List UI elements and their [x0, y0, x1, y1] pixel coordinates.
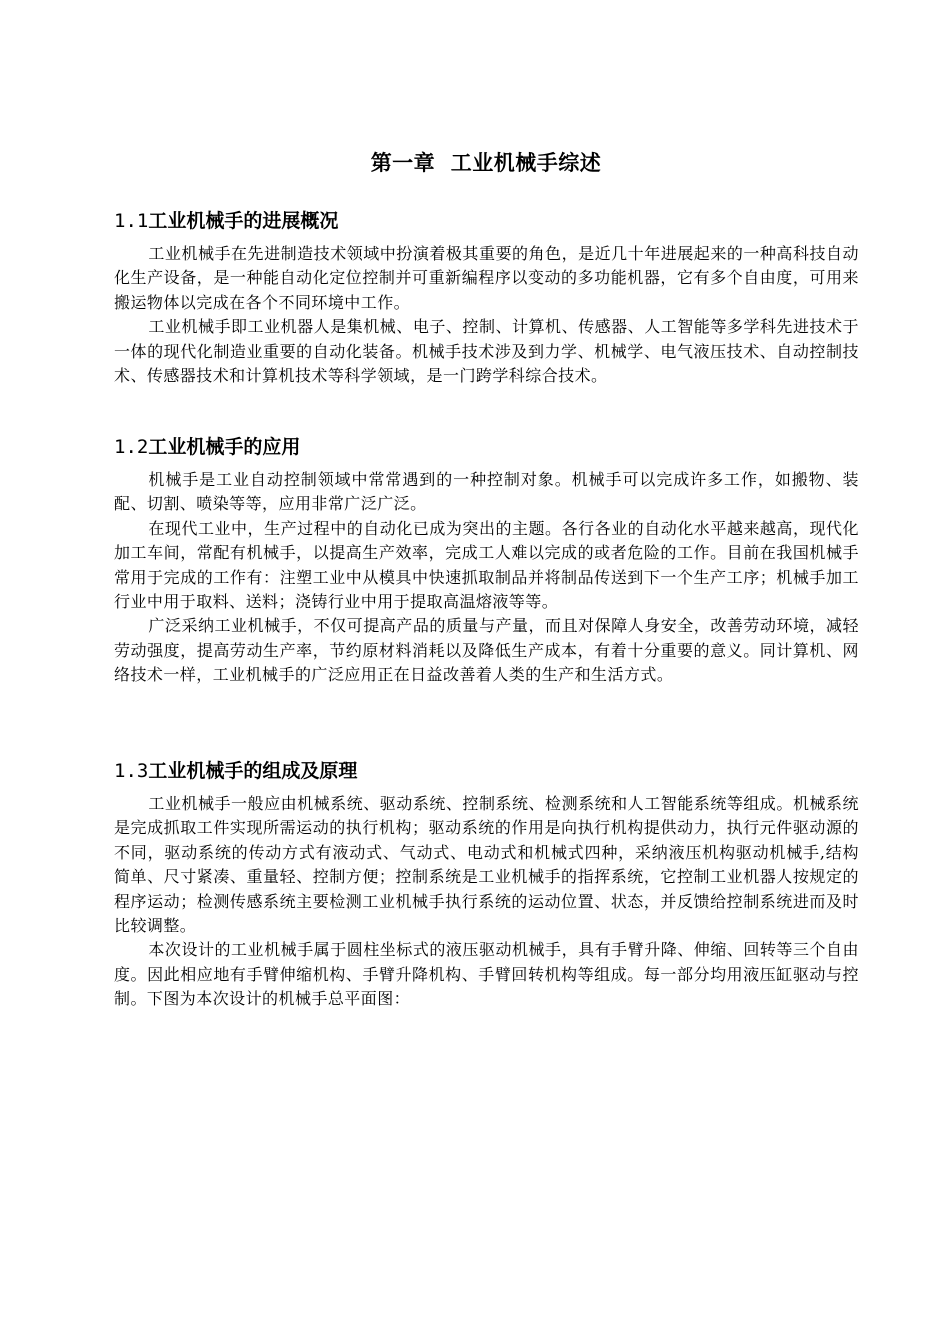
section-heading [114, 426, 859, 468]
section-title: 工业机械手的组成及原理 [148, 760, 358, 782]
section-number: 1.1 [114, 210, 149, 232]
section-number: 1.3 [114, 760, 149, 782]
section-1-1 [114, 200, 859, 388]
paragraph: 广泛采纳工业机械手，不仅可提高产品的质量与产量，而且对保障人身安全，改善劳动环境，减轻劳动强度，提高劳动生产率，节约原材料消耗以及降低生产成本，有着十分重要的意义。同计算机、网络技术一样，工业机械手的广泛应用正在日益改善着人类的生产和生活方式。 [114, 616, 859, 685]
chapter-title: 第一章 工业机械手综述 [370, 151, 602, 175]
paragraph: 本次设计的工业机械手属于圆柱坐标式的液压驱动机械手，具有手臂升降、伸缩、回转等三个自由度。因此相应地有手臂伸缩机构、手臂升降机构、手臂回转机构等组成。每一部分均用液压缸驱动与控制。下图为本次设计的机械手总平面图： [114, 940, 859, 1009]
section-heading [114, 750, 859, 792]
paragraph: 机械手是工业自动控制领域中常常遇到的一种控制对象。机械手可以完成许多工作，如搬物、装配、切割、喷染等等，应用非常广泛广泛。 [114, 470, 859, 514]
paragraph: 在现代工业中，生产过程中的自动化已成为突出的主题。各行各业的自动化水平越来越高，现代化加工车间，常配有机械手，以提高生产效率，完成工人难以完成的或者危险的工作。目前在我国机械手常用于完成的工作有：注塑工业中从模具中快速抓取制品并将制品传送到下一个生产工序；机械手加工行业中用于取料、送料；浇铸行业中用于提取高温熔液等等。 [114, 518, 859, 612]
section-title: 工业机械手的应用 [148, 436, 301, 458]
section-1-2 [114, 426, 859, 688]
section-1-3 [114, 750, 859, 1012]
paragraph: 工业机械手即工业机器人是集机械、电子、控制、计算机、传感器、人工智能等多学科先进技术于一体的现代化制造业重要的自动化装备。机械手技术涉及到力学、机械学、电气液压技术、自动控制技术、传感器技术和计算机技术等科学领域，是一门跨学科综合技术。 [114, 317, 859, 386]
paragraph: 工业机械手一般应由机械系统、驱动系统、控制系统、检测系统和人工智能系统等组成。机械系统是完成抓取工件实现所需运动的执行机构；驱动系统的作用是向执行机构提供动力，执行元件驱动源的不同，驱动系统的传动方式有液动式、气动式、电动式和机械式四种，采纳液压机构驱动机械手,结构简单、尺寸紧凑、重量轻、控制方便；控制系统是工业机械手的指挥系统，它控制工业机器人按规定的程序运动；检测传感系统主要检测工业机械手执行系统的运动位置、状态，并反馈给控制系统进而及时比较调整。 [114, 794, 859, 936]
section-heading [114, 200, 859, 242]
section-title: 工业机械手的进展概况 [148, 210, 339, 232]
section-number: 1.2 [114, 436, 149, 458]
paragraph: 工业机械手在先进制造技术领域中扮演着极其重要的角色，是近几十年进展起来的一种高科技自动化生产设备，是一种能自动化定位控制并可重新编程序以变动的多功能机器，它有多个自由度，可用来搬运物体以完成在各个不同环境中工作。 [114, 244, 859, 312]
